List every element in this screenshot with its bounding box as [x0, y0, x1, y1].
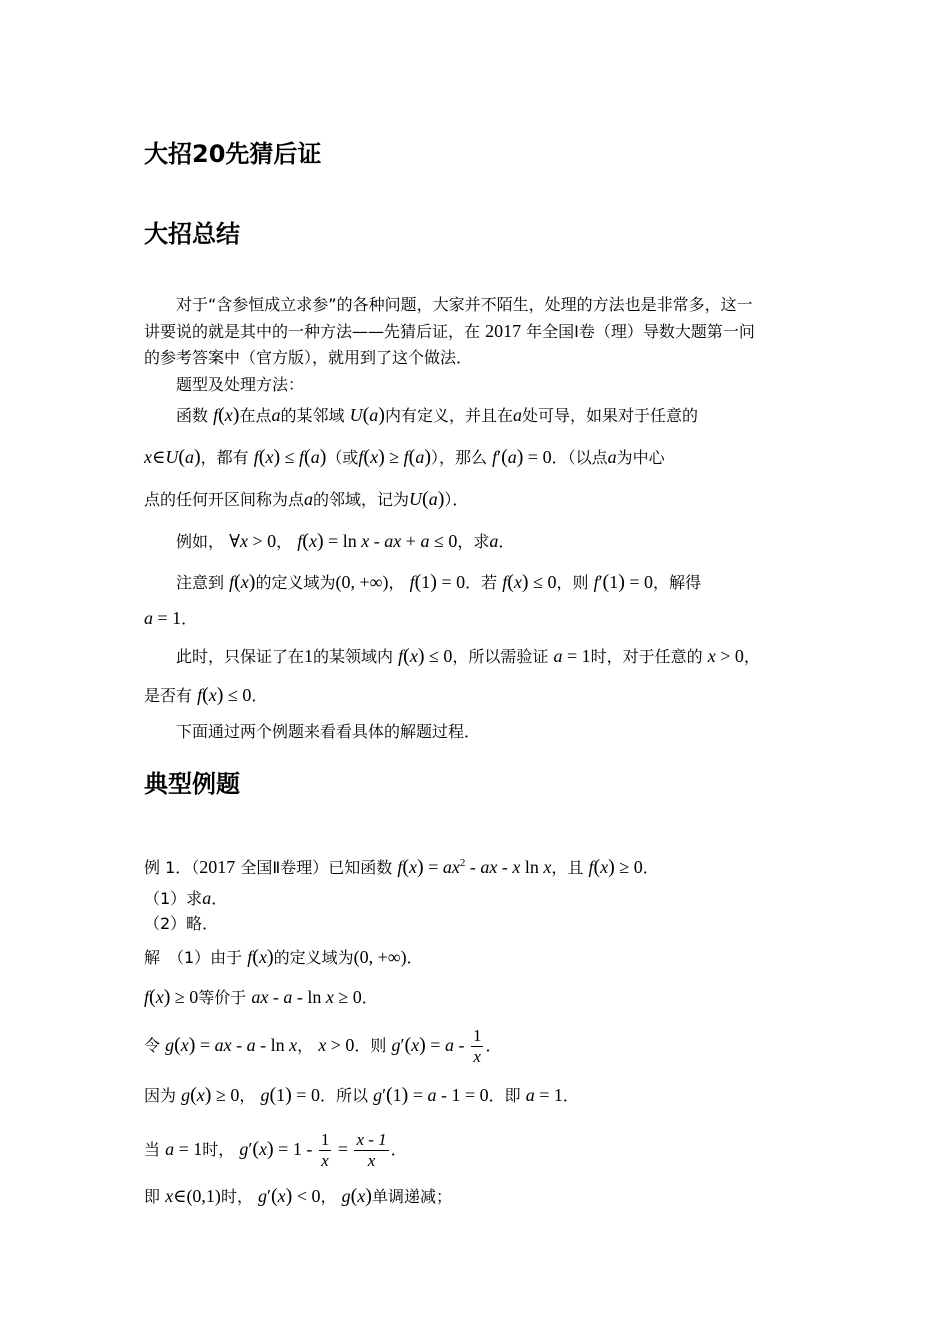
text: ． — [562, 1086, 579, 1105]
text: ．（以点 — [551, 448, 608, 467]
math-fx-def: f(x) = ln x - ax + a ≤ 0 — [297, 530, 458, 552]
text: 时，对于任意的 — [590, 647, 703, 666]
text: （2）略． — [144, 914, 219, 933]
text: 时， — [220, 1187, 253, 1206]
solution-line-5 — [144, 1130, 407, 1171]
text: 注意到 — [176, 573, 225, 592]
text: ． — [211, 889, 228, 908]
math-gx: g(x) — [341, 1185, 372, 1207]
text: ．所以 — [319, 1086, 368, 1105]
text: 对于“含参恒成立求参”的各种问题，大家并不陌生，处理的方法也是非常多，这一 — [176, 295, 753, 314]
math-gprime-lt-0: g′(x) < 0 — [258, 1185, 321, 1207]
text: 的参考答案中（官方版），就用到了这个做法． — [144, 348, 473, 367]
math-a: a — [304, 489, 314, 509]
math-gprime-x: g′(x) = a - — [391, 1034, 469, 1056]
text: ，所以需验证 — [452, 647, 549, 666]
text: 处可导，如果对于任意的 — [521, 406, 698, 425]
now-line-1 — [176, 645, 760, 668]
now-line-2 — [144, 684, 267, 707]
text: 的定义域为 — [273, 948, 354, 967]
math-fx-le-fa: f(x) ≤ f(a) — [253, 446, 327, 468]
math-a-eq-1: a = 1 — [525, 1085, 563, 1105]
text: ， — [320, 1187, 337, 1206]
text: 等价于 — [198, 988, 247, 1007]
math-fx: f(x) — [247, 946, 274, 968]
def-line-2 — [144, 446, 665, 469]
text: ． — [390, 1140, 407, 1159]
text: 的邻域，记为 — [313, 490, 410, 509]
text: ． — [251, 686, 268, 705]
math-a: a — [271, 405, 281, 425]
example1-q2 — [144, 913, 218, 935]
text: ． — [485, 1036, 502, 1055]
text: ．若 — [465, 573, 498, 592]
math-eq: = — [333, 1139, 353, 1159]
math-a-eq-1: a = 1 — [553, 646, 591, 666]
text: 讲要说的就是其中的一种方法——先猜后证，在 — [144, 322, 486, 341]
math-Ua: U(a) — [349, 404, 385, 426]
text: 时， — [202, 1140, 235, 1159]
math-a: a — [512, 405, 522, 425]
math-fx-le-0: f(x) ≤ 0 — [398, 645, 453, 667]
math-fprime-a-eq-0: f′(a) = 0 — [492, 446, 552, 468]
math-interval: (0, +∞) — [353, 947, 407, 967]
text: ． — [181, 609, 198, 628]
title-summary: 大招总结 — [144, 220, 240, 248]
fraction-x-minus-1-over-x: $\frac{x - 1}{x}$ — [356, 1130, 387, 1170]
text: （或 — [326, 448, 359, 467]
text: ，解得 — [653, 573, 702, 592]
text: 令 — [144, 1036, 161, 1055]
math-fx-ge-fa: f(x) ≥ f(a) — [358, 446, 432, 468]
text: ，都有 — [200, 448, 249, 467]
text: 的某邻域 — [280, 406, 345, 425]
math-x-in-Ua: x∈U(a) — [144, 446, 201, 468]
math-fx-ge-0: f(x) ≥ 0 — [144, 986, 199, 1008]
text: ）． — [444, 490, 469, 509]
math-fx-def: $f(x) = ax^2$ - ax - x ln x — [397, 856, 552, 878]
text: ， — [239, 1086, 256, 1105]
text: 内有定义，并且在 — [384, 406, 513, 425]
math-fx-le-0: f(x) ≤ 0 — [197, 684, 252, 706]
math-a: a — [607, 447, 617, 467]
math-gx-ge-0: g(x) ≥ 0 — [181, 1084, 240, 1106]
text: 为中心 — [616, 448, 665, 467]
solution-line-1 — [144, 946, 423, 969]
text: ， — [743, 647, 760, 666]
math-fx: f(x) — [213, 404, 240, 426]
text: ． — [498, 532, 515, 551]
text: 是否有 — [144, 686, 193, 705]
math-fprime-1-eq-0: f′(1) = 0 — [593, 571, 654, 593]
math-fx-le-0: f(x) ≤ 0 — [502, 571, 557, 593]
text: ， — [276, 532, 293, 551]
year: 2017 — [485, 321, 522, 341]
text: ，且 — [551, 858, 584, 877]
math-x-in-01: x∈(0,1) — [165, 1186, 221, 1206]
below-line — [176, 721, 480, 743]
math-1: 1 — [304, 646, 314, 666]
text: 当 — [144, 1140, 161, 1159]
solution-line-2 — [144, 986, 378, 1009]
math-forall-x-gt-0: ∀x > 0 — [229, 531, 277, 551]
text: 的某领域内 — [313, 647, 394, 666]
solution-line-6 — [144, 1185, 452, 1208]
text: 例如， — [176, 532, 225, 551]
note-line-2 — [144, 607, 197, 630]
text: 下面通过两个例题来看看具体的解题过程． — [176, 722, 481, 741]
solution-line-4 — [144, 1084, 579, 1107]
title-examples: 典型例题 — [144, 770, 240, 798]
math-fx: f(x) — [229, 571, 256, 593]
math-a-eq-1: a = 1 — [165, 1139, 203, 1159]
text: 全国Ⅱ卷理）已知函数 — [235, 858, 393, 877]
math-gprime-1: g′(1) = a - 1 = 0 — [373, 1084, 489, 1106]
math-gprime-x-eq: g′(x) = 1 - — [239, 1138, 317, 1160]
math-Ua: U(a) — [409, 488, 445, 510]
text: ． — [406, 948, 423, 967]
text: 解 （1）由于 — [144, 948, 243, 967]
text: ， — [388, 573, 405, 592]
intro-line-3 — [144, 347, 472, 369]
method-label — [176, 374, 304, 396]
math-f1-eq-0: f(1) = 0 — [409, 571, 466, 593]
text: 年全国Ⅰ卷（理）导数大题第一问 — [521, 322, 755, 341]
example1-stem — [144, 852, 659, 879]
example1-q1 — [144, 887, 227, 910]
text: ），那么 — [431, 448, 488, 467]
text: 点的任何开区间称为点 — [144, 490, 305, 509]
math-ax-a-lnx-ge-0: ax - a - ln x ≥ 0 — [251, 987, 362, 1007]
math-a: a — [202, 888, 212, 908]
intro-line-2 — [144, 320, 755, 343]
text: ，求 — [457, 532, 490, 551]
text: 的定义域为 — [255, 573, 336, 592]
math-g1-eq-0: g(1) = 0 — [260, 1084, 320, 1106]
text: ．则 — [354, 1036, 387, 1055]
math-fx-ge-0: f(x) ≥ 0 — [588, 856, 643, 878]
math-x-gt-0: x > 0 — [318, 1035, 355, 1055]
example-line — [176, 530, 514, 553]
text: 因为 — [144, 1086, 177, 1105]
math-interval: (0, +∞) — [335, 572, 389, 592]
text: 题型及处理方法： — [176, 375, 305, 394]
text: 即 — [144, 1187, 161, 1206]
solution-line-3 — [144, 1026, 501, 1067]
math-a: a — [489, 531, 499, 551]
text: 单调递减； — [371, 1187, 452, 1206]
text: ，则 — [556, 573, 589, 592]
def-line-1 — [176, 404, 698, 427]
fraction-1-over-x: $\frac{1}{x}$ — [320, 1130, 330, 1170]
text: （1）求 — [144, 889, 203, 908]
text: 在点 — [239, 406, 272, 425]
math-a-eq-1: a = 1 — [144, 608, 182, 628]
text: 函数 — [176, 406, 209, 425]
title-main: 大招20先猜后证 — [144, 140, 322, 168]
text: ．即 — [488, 1086, 521, 1105]
intro-line-1 — [176, 294, 753, 316]
text: 例 1．（ — [144, 858, 200, 877]
text: ． — [642, 858, 659, 877]
text: 此时，只保证了在 — [176, 647, 305, 666]
text: ， — [297, 1036, 314, 1055]
fraction-1-over-x: $\frac{1}{x}$ — [472, 1026, 482, 1066]
year: 2017 — [199, 857, 236, 877]
def-line-3 — [144, 488, 468, 511]
text: ． — [361, 988, 378, 1007]
note-line-1 — [176, 571, 701, 594]
math-x-gt-0: x > 0 — [707, 646, 744, 666]
math-gx-def: g(x) = ax - a - ln x — [165, 1034, 298, 1056]
